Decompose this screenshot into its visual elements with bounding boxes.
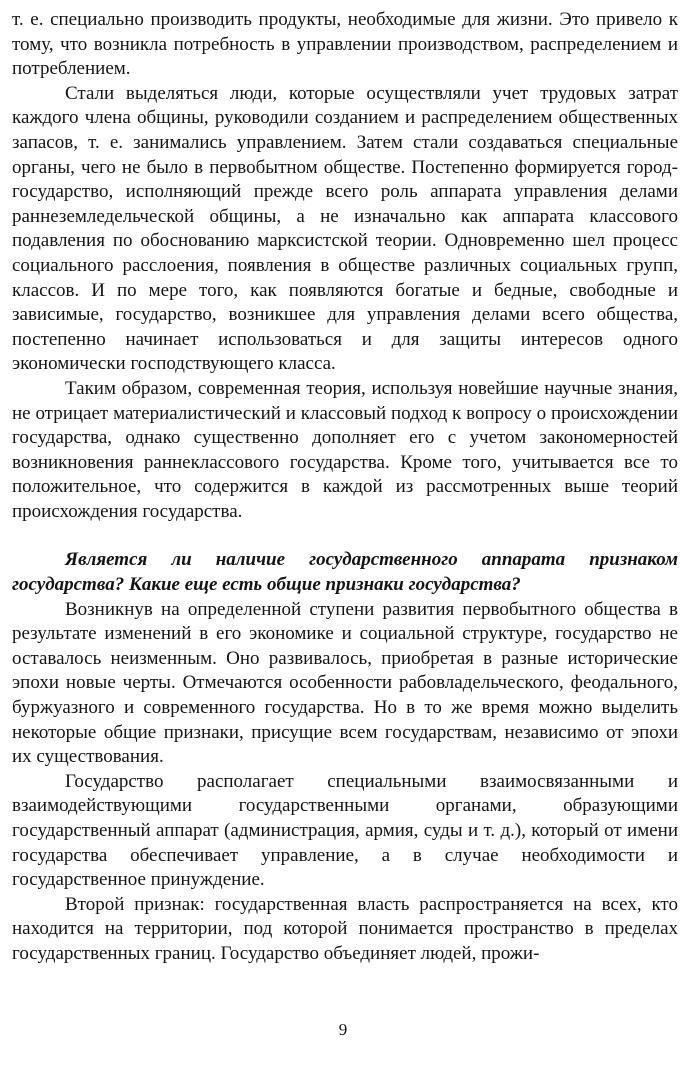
document-page (12, 8, 678, 967)
paragraph-4: Возникнув на определенной ступени развития первобытного общества в результате изменений в его экономике и социальной структуре, государство не оставалось неизменным. Оно развивалось, приобретая в разные исторические эпохи новые черты. Отмечаются особенности рабовладельческого, феодального, буржуазного и современного государства. Но в то же время можно выделить некоторые общие признаки, присущие всем государствам, независимо от эпохи их существования. (12, 598, 678, 768)
section-heading: Является ли наличие государственного аппарата признаком государства? Какие еще есть общие признаки государства? (12, 549, 678, 596)
section-spacer (12, 524, 678, 548)
paragraph-6: Второй признак: государственная власть распространяется на всех, кто находится на территории, под которой понимается пространство в пределах государственных границ. Государство объединяет людей, прожи- (12, 893, 678, 964)
paragraph-2: Стали выделяться люди, которые осуществляли учет трудовых затрат каждого члена общины, руководили созданием и распределением общественных запасов, т. е. занимались управлением. Затем стали создаваться специальные органы, чего не было в первобытном обществе. Постепенно формируется город-государство, исполняющий прежде всего роль аппарата управления делами раннеземледельческой общины, а не изначально как аппарата классового подавления по обоснованию марксистской теории. Одновременно шел процесс социального расслоения, появления в обществе различных социальных групп, классов. И по мере того, как появляются богатые и бедные, свободные и зависимые, государство, возникшее для управления делами всего общества, постепенно начинает использоваться и для защиты интересов одного экономически господствующего класса. (12, 82, 678, 375)
paragraph-1: т. е. специально производить продукты, необходимые для жизни. Это привело к тому, что возникла потребность в управлении производством, распределением и потреблением. (12, 9, 678, 80)
paragraph-3: Таким образом, современная теория, используя новейшие научные знания, не отрицает материалистический и классовый подход к вопросу о происхождении государства, однако существенно дополняет его с учетом закономерностей возникновения раннеклассового государства. Кроме того, учитывается все то положительное, что содержится в каждой из рассмотренных выше теорий происхождения государства. (12, 377, 678, 522)
paragraph-5: Государство располагает специальными взаимосвязанными и взаимодействующими государственными органами, образующими государственный аппарат (администрация, армия, суды и т. д.), который от имени государства обеспечивает управление, а в случае необходимости и государственное принуждение. (12, 770, 678, 891)
page-number: 9 (338, 1020, 348, 1039)
